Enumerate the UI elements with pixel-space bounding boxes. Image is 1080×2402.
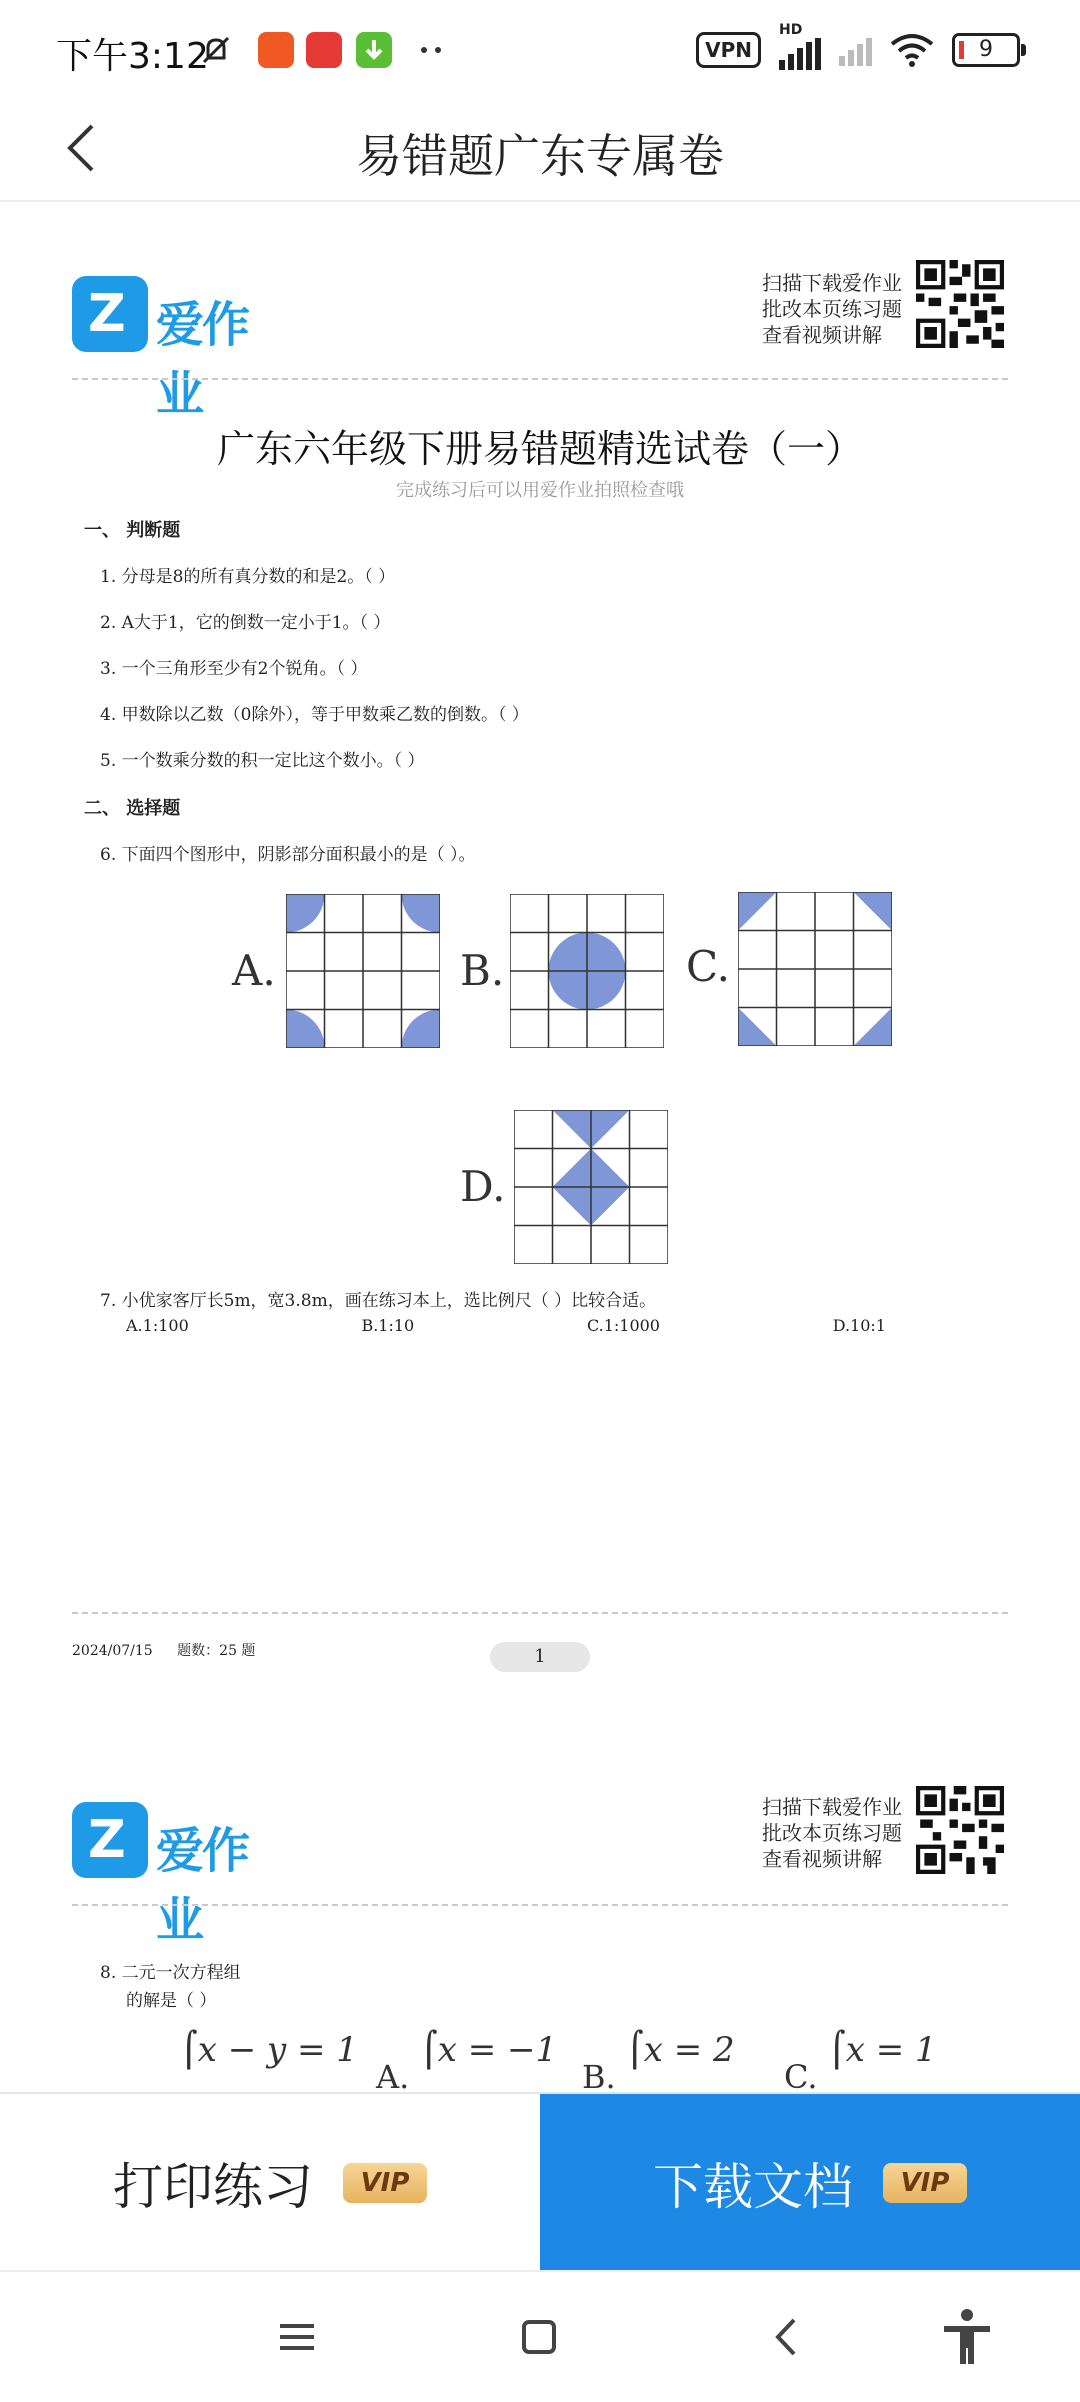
- vip-badge: VIP: [883, 2163, 967, 2203]
- page-title: 易错题广东专属卷: [356, 129, 724, 183]
- logo-name: 爱作业: [156, 297, 249, 422]
- footer-date: 2024/07/15: [72, 1643, 153, 1659]
- option-c-equation: ⌠x = 1: [828, 2030, 937, 2070]
- question-6: 6. 下面四个图形中，阴影部分面积最小的是（ ）。: [100, 845, 476, 865]
- option-c-label: C.: [784, 2058, 818, 2092]
- aizuoye-logo: [72, 276, 292, 422]
- document-page-1: [0, 202, 1080, 1762]
- question-7: 7. 小优家客厅长5m，宽3.8m，画在练习本上，选比例尺（ ）比较合适。: [100, 1291, 657, 1311]
- menu-icon[interactable]: [262, 2302, 332, 2372]
- app-icon-orange: [258, 32, 294, 68]
- system-nav-bar: [0, 2270, 1080, 2402]
- figure-label-b: B.: [460, 946, 505, 995]
- question-5: 5. 一个数乘分数的积一定比这个数小。（ ）: [100, 751, 425, 771]
- wifi-icon: [890, 32, 934, 68]
- document-page-2: [0, 1762, 1080, 2092]
- figure-label-c: C.: [686, 942, 730, 991]
- question-8: 8. 二元一次方程组: [100, 1963, 241, 1983]
- download-document-label: 下载文档: [653, 2158, 853, 2216]
- vpn-badge: VPN: [696, 32, 761, 68]
- question-4: 4. 甲数除以乙数（0除外），等于甲数乘乙数的倒数。（ ）: [100, 705, 529, 725]
- question-8-line2: 的解是（ ）: [126, 1991, 217, 2011]
- vip-badge: VIP: [343, 2163, 427, 2203]
- question-7-options: [126, 1316, 886, 1335]
- header-divider: [72, 1904, 1008, 1906]
- exam-subtitle: 完成练习后可以用爱作业拍照检查哦: [396, 480, 684, 501]
- accessibility-icon[interactable]: [932, 2302, 1002, 2372]
- hd-label: HD: [779, 22, 803, 38]
- figure-b: [510, 894, 664, 1048]
- document-viewer[interactable]: [0, 202, 1080, 2092]
- option-b: B.1:10: [361, 1316, 415, 1335]
- question-3: 3. 一个三角形至少有2个锐角。（ ）: [100, 659, 368, 679]
- option-b-equation: ⌠x = 2: [626, 2030, 735, 2070]
- figure-a: [286, 894, 440, 1048]
- option-a-equation: ⌠x = −1: [420, 2030, 558, 2070]
- page-footer-info: [72, 1640, 255, 1660]
- qr-code[interactable]: [916, 1786, 1004, 1874]
- download-document-button[interactable]: [540, 2094, 1080, 2272]
- app-icon-red: [306, 32, 342, 68]
- equation-system: ⌠x − y = 1: [180, 2030, 358, 2070]
- logo-mark: Z: [72, 276, 148, 352]
- question-2: 2. A大于1，它的倒数一定小于1。（ ）: [100, 613, 391, 633]
- logo-name: 爱作业: [156, 1823, 249, 1948]
- battery-icon: 9: [952, 33, 1020, 67]
- mute-icon: [198, 32, 234, 68]
- home-icon[interactable]: [504, 2302, 574, 2372]
- page-number-badge: 1: [490, 1642, 590, 1672]
- qr-caption: 扫描下载爱作业 批改本页练习题 查看视频讲解: [762, 271, 902, 347]
- no-signal-icon: [839, 34, 872, 66]
- aizuoye-logo: [72, 1802, 292, 1948]
- section-judgement: 一、 判断题: [84, 520, 181, 541]
- app-header: [0, 100, 1080, 202]
- figure-d: [514, 1110, 668, 1264]
- footer-divider: [72, 1612, 1008, 1614]
- print-practice-label: 打印练习: [113, 2158, 313, 2216]
- question-1: 1. 分母是8的所有真分数的和是2。（ ）: [100, 567, 396, 587]
- signal-icon: [779, 22, 821, 70]
- footer-question-count: 题数：25 题: [177, 1643, 256, 1659]
- status-right: [696, 22, 1020, 72]
- more-dots-icon: [414, 32, 450, 68]
- option-a: A.1:100: [126, 1316, 189, 1335]
- bottom-action-bar: [0, 2092, 1080, 2272]
- figure-label-a: A.: [232, 946, 276, 995]
- section-choice: 二、 选择题: [84, 798, 181, 819]
- qr-code[interactable]: [916, 260, 1004, 348]
- header-divider: [72, 378, 1008, 380]
- print-practice-button[interactable]: [0, 2094, 540, 2272]
- option-c: C.1:1000: [586, 1316, 660, 1335]
- option-d: D.10:1: [832, 1316, 886, 1335]
- qr-caption: 扫描下载爱作业 批改本页练习题 查看视频讲解: [762, 1795, 902, 1871]
- figure-label-d: D.: [460, 1162, 506, 1211]
- exam-title: 广东六年级下册易错题精选试卷（一）: [216, 427, 863, 471]
- option-b-label: B.: [582, 2058, 616, 2092]
- option-a-label: A.: [376, 2058, 410, 2092]
- figure-c: [738, 892, 892, 1046]
- back-icon[interactable]: [752, 2302, 822, 2372]
- status-time: 下午3:12: [56, 36, 209, 77]
- logo-mark: Z: [72, 1802, 148, 1878]
- download-app-icon: [356, 32, 392, 68]
- status-bar: [0, 0, 1080, 100]
